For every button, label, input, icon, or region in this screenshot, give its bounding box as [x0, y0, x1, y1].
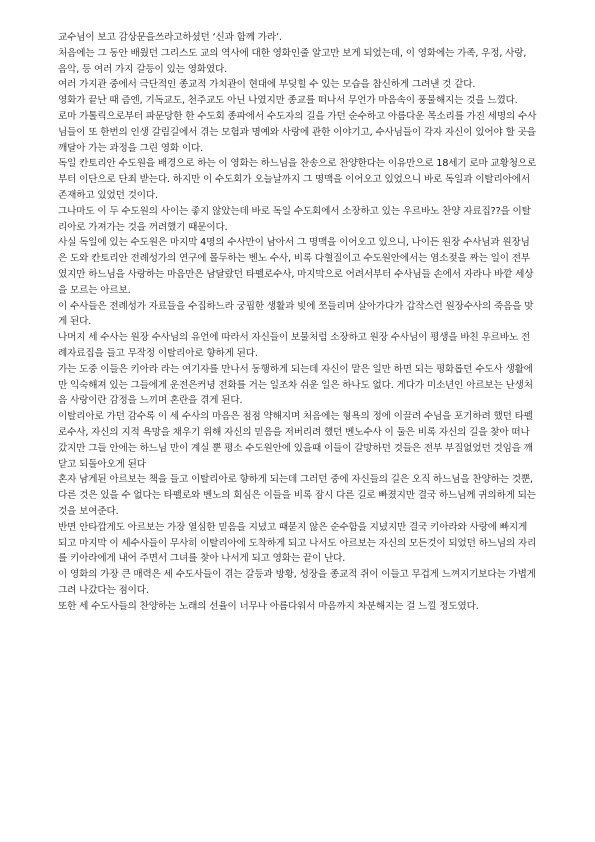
paragraph: 독일 칸토리안 수도원을 배경으로 하는 이 영화는 하느님을 찬송으로 찬양한다는 이유만으로 18세기 로마 교황청으로부터 이단으로 단죄 받는다. 하지만 이 수도회가 오늘날까지 그 명맥을 이어오고 있었으니 바로 독일과 이탈리아에서 존재하고 있었던 것이다.: [58, 158, 537, 201]
paragraph: 로마 가톨릭으로부터 파문당한 한 수도회 종파에서 수도자의 길을 가던 순수하고 아름다운 목소리를 가진 세명의 수사님들이 또 한번의 인생 갈림길에서 겪는 모험과 명예와 사랑에 관한 이야기고, 수사님들이 각자 자신이 있어야 할 곳을 깨달아 가는 과정을 그린 영화 이다.: [58, 110, 537, 154]
paragraph: 혼자 남게된 아르보는 책을 들고 이탈리아로 향하게 되는데 그러던 중에 자신들의 길은 오직 하느님을 찬양하는 것뿐, 다른 것은 있을 수 없다는 타펠로와 벤노의 회심은 이들을 비록 잠시 다른 길로 빠졌지만 결국 하느님께 귀의하게 되는 것을 보여준다.: [58, 474, 536, 517]
paragraph-intro: 교수님이 보고 감상문을쓰라고하셨던 ‘신과 함께 가라’.: [58, 32, 282, 43]
paragraph-closing: 또한 세 수도사들의 찬양하는 노래의 선율이 너무나 아름다워서 마음까지 차분해지는 걸 느낄 정도였다.: [58, 600, 479, 612]
paragraph: 가는 도중 이들은 키아라 라는 여기자를 만나서 동행하게 되는데 자신이 맡은 일만 하면 되는 평화롭던 수도사 생활에만 익숙해져 있는 그들에게 운전은커녕 전화를 거는 일조차 쉬운 일은 하나도 없다. 게다가 미소년인 아르보는 난생처음 사랑이란 감정을 느끼며 혼란을 겪게 된다.: [58, 363, 533, 407]
paragraph: 사실 독일에 있는 수도원은 마지막 4명의 수사만이 남아서 그 명맥을 이어오고 있으니, 나이든 원장 수사님과 원장님은 도와 칸토리안 전례성가의 연구에 몰두하는 벤노 수사, 비록 다혈질이고 수도원안에서는 염소젖을 짜는 일이 전부였지만 하느님을 사랑하는 마음만은 남달랐던 타펠로수사, 마지막으로 어려서부터 수사님들 손에서 자라나 바깥 세상을 모르는 아르보.: [58, 237, 534, 296]
paragraph: 여러 가지관 중에서 극단적인 종교적 가치관이 현대에 부딪힐 수 있는 모습을 참신하게 그려낸 것 같다.: [58, 79, 476, 91]
paragraph: 이탈리아로 가던 감수록 이 세 수사의 마음은 점점 약해지며 처음에는 형욕의 정에 이끌려 수님을 포기하려 했던 타펠로수사, 자신의 지적 욕망을 채우기 위해 자신의 믿음을 저버리려 했던 벤노수사 이 둘은 비록 자신의 길을 찾아 떠나갔지만 그들 안에는 하느님 만이 계실 뿐 평소 수도원안에 있을때 이들이 갈망하던 것들은 전부 부질없었던 것임을 깨닫고 되돌아오게 된다: [58, 411, 533, 470]
document-body: [58, 30, 538, 614]
paragraph: 영화가 끝난 때 즘엔, 기독교도, 천주교도 아닌 나였지만 종교를 떠나서 무언가 마음속이 풍물해지는 것을 느꼈다.: [58, 95, 518, 107]
paragraph: 처음에는 그 동안 배웠던 그리스도 교의 역사에 대한 영화인줄 알고만 보게 되었는데, 이 영화에는 가족, 우정, 사랑, 음악, 등 여러 가지 갈등이 있는 영화였다.: [58, 47, 527, 75]
paragraph: 나머지 세 수사는 원장 수사님의 유언에 따라서 자신들이 보물처럼 소장하고 원장 수사님이 평생을 바친 우르바노 전례자료집을 들고 무작정 이탈리아로 향하게 된다.: [58, 332, 531, 359]
paragraph: 그나마도 이 두 수도원의 사이는 좋지 않았는데 바로 독일 수도회에서 소장하고 있는 우르바노 찬양 자료집??을 이탈리아로 가져가는 것을 꺼려했기 때문이다.: [58, 205, 531, 233]
paragraph: 반면 안타깝게도 아르보는 가장 열심한 믿음을 지녔고 때묻지 않은 순수함을 지녔지만 결국 키아라와 사랑에 빠지게 되고 마지막 이 세수사들이 무사히 이탈리아에 도착하게 되고 나서도 아르보는 자신의 모든것이 되었던 하느님의 자리를 키아라에게 내어 주면서 그녀를 찾아 나서게 되고 영화는 끝이 난다.: [58, 521, 537, 565]
paragraph: 이 수사들은 전례성가 자료들을 수집하느라 궁핍한 생활과 빚에 쪼들리며 살아가다가 갑작스런 원장수사의 죽음을 맞게 된다.: [58, 300, 534, 328]
paragraph: 이 영화의 가장 큰 매력은 세 수도사들이 겪는 갈등과 방황, 성장을 종교적 쥐이 이들고 무겁게 느껴지기보다는 가볍게 그려 나갔다는 점이다.: [58, 569, 536, 596]
